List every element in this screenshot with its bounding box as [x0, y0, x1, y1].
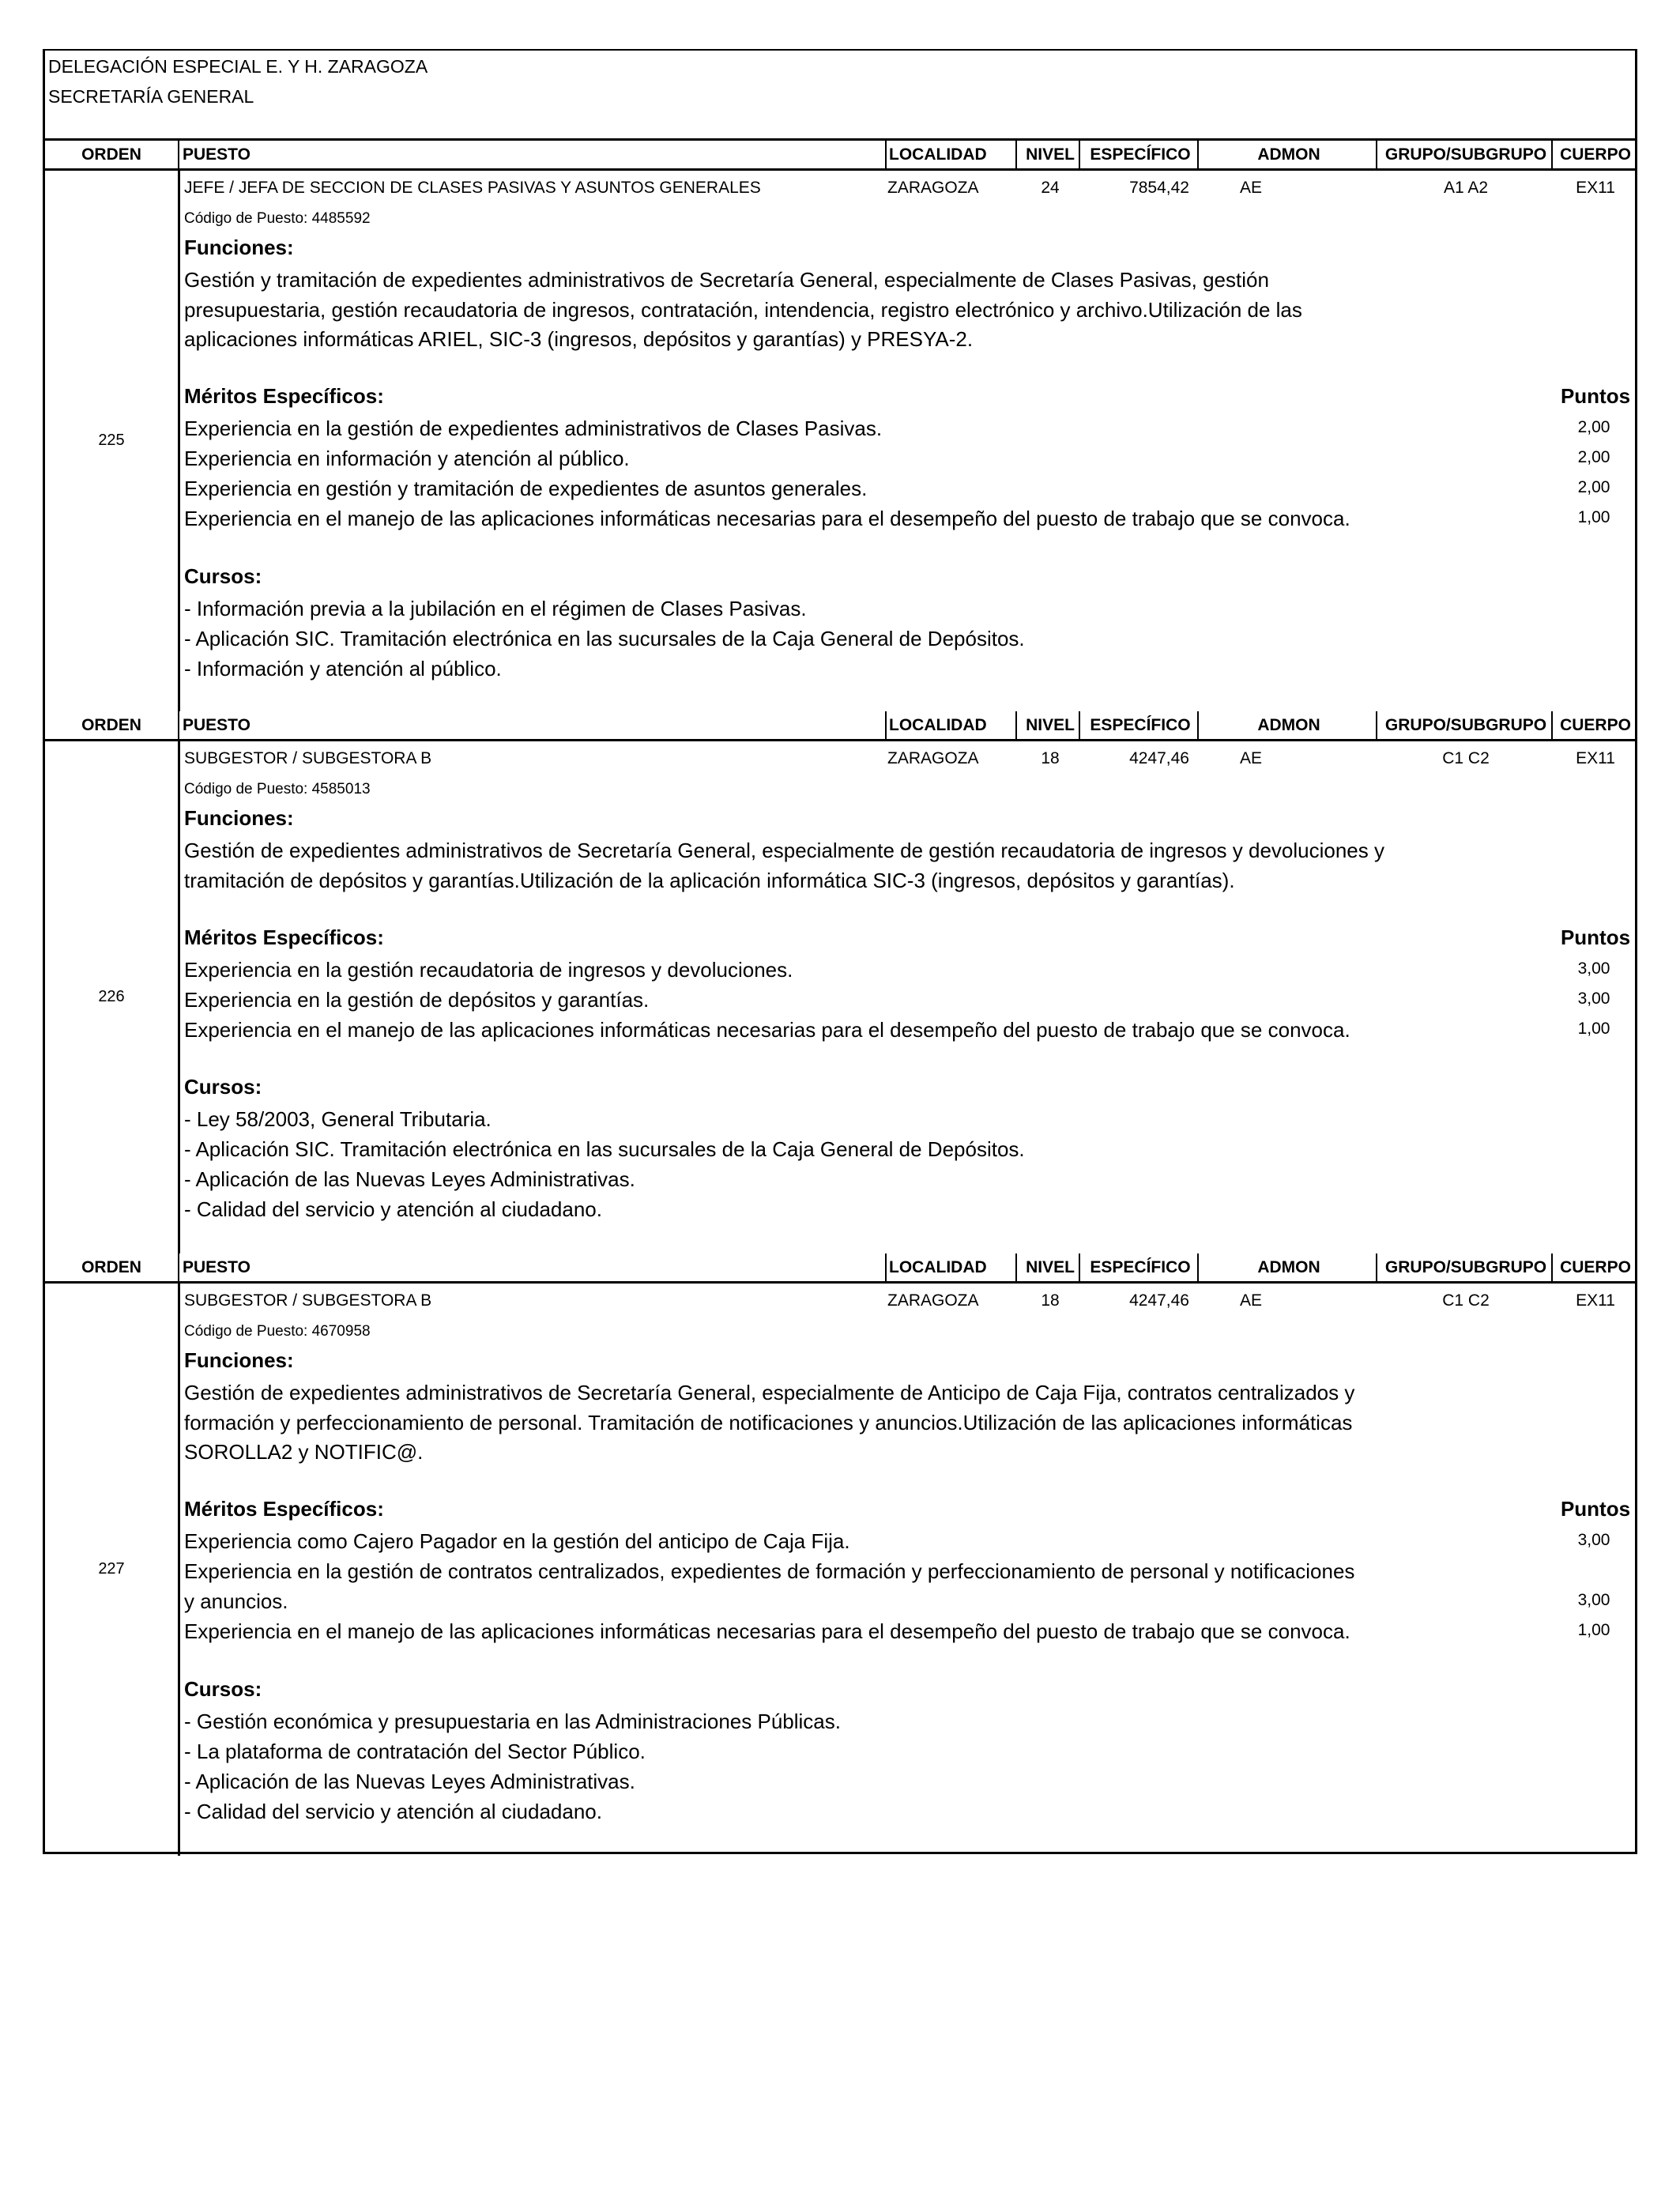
column-divider [1015, 1253, 1017, 1281]
column-header-localidad: LOCALIDAD [889, 1258, 987, 1276]
codigo-puesto: Código de Puesto: 4585013 [184, 781, 371, 797]
curso-line: - Aplicación SIC. Tramitación electrónica en las sucursales de la Caja General de Depósitos. [184, 1137, 1025, 1161]
column-header-orden: ORDEN [81, 145, 141, 164]
nivel-value: 24 [1041, 179, 1060, 197]
curso-line: - Aplicación de las Nuevas Leyes Administrativas. [184, 1167, 635, 1191]
merito-line: Experiencia en el manejo de las aplicaciones informáticas necesarias para el desempeño del puesto de trabajo que se convoca. [184, 507, 1350, 530]
column-header-admon: ADMON [1257, 716, 1320, 734]
position-block [45, 141, 1635, 711]
column-header-localidad: LOCALIDAD [889, 716, 987, 734]
column-divider [1197, 1253, 1199, 1281]
funciones-line: SOROLLA2 y NOTIFIC@. [184, 1440, 424, 1464]
cursos-title: Cursos: [184, 564, 262, 588]
grupo-value: C1 C2 [1442, 1291, 1490, 1310]
funciones-title: Funciones: [184, 806, 294, 830]
column-divider [1079, 141, 1080, 168]
curso-line: - Ley 58/2003, General Tributaria. [184, 1107, 492, 1131]
column-divider [1551, 1253, 1553, 1281]
curso-line: - Aplicación de las Nuevas Leyes Administrativas. [184, 1769, 635, 1793]
merito-puntos: 3,00 [1577, 959, 1610, 978]
column-header-grupo: GRUPO/SUBGRUPO [1384, 1258, 1547, 1276]
especifico-value: 4247,46 [1129, 1291, 1189, 1310]
column-header-nivel: NIVEL [1026, 716, 1075, 734]
column-divider [178, 711, 179, 739]
column-header-row [45, 711, 1635, 741]
funciones-line: formación y perfeccionamiento de personal. Tramitación de notificaciones y anuncios.Utilización de las aplicaciones informáticas [184, 1410, 1353, 1434]
column-header-admon: ADMON [1257, 145, 1320, 164]
column-header-especifico: ESPECÍFICO [1090, 716, 1191, 734]
merito-puntos: 2,00 [1577, 478, 1610, 496]
orden-number: 227 [98, 1560, 125, 1578]
column-divider [1376, 1253, 1377, 1281]
puesto-title: SUBGESTOR / SUBGESTORA B [184, 749, 432, 767]
codigo-puesto: Código de Puesto: 4485592 [184, 210, 371, 227]
meritos-title: Méritos Específicos: [184, 1497, 384, 1521]
merito-puntos: 2,00 [1577, 448, 1610, 466]
column-header-cuerpo: CUERPO [1560, 1258, 1631, 1276]
merito-line: Experiencia en información y atención al público. [184, 447, 630, 470]
especifico-value: 7854,42 [1129, 179, 1189, 197]
curso-line: - Gestión económica y presupuestaria en las Administraciones Públicas. [184, 1709, 841, 1733]
orden-number: 226 [98, 988, 125, 1005]
column-header-row [45, 1253, 1635, 1284]
cursos-title: Cursos: [184, 1075, 262, 1099]
curso-line: - Aplicación SIC. Tramitación electrónica en las sucursales de la Caja General de Depósitos. [184, 626, 1025, 650]
funciones-line: Gestión y tramitación de expedientes administrativos de Secretaría General, especialmente de Clases Pasivas, gestión [184, 268, 1269, 292]
curso-line: - Calidad del servicio y atención al ciudadano. [184, 1197, 602, 1221]
column-header-puesto: PUESTO [183, 145, 250, 164]
column-header-nivel: NIVEL [1026, 1258, 1075, 1276]
nivel-value: 18 [1041, 1291, 1060, 1310]
column-header-localidad: LOCALIDAD [889, 145, 987, 164]
column-divider [1015, 141, 1017, 168]
nivel-value: 18 [1041, 749, 1060, 767]
cuerpo-value: EX11 [1576, 1291, 1615, 1310]
curso-line: - Información previa a la jubilación en el régimen de Clases Pasivas. [184, 596, 807, 620]
localidad-value: ZARAGOZA [887, 1291, 979, 1310]
org-line-2: SECRETARÍA GENERAL [48, 86, 254, 107]
merito-puntos: 2,00 [1577, 418, 1610, 436]
puesto-title: JEFE / JEFA DE SECCION DE CLASES PASIVAS Y ASUNTOS GENERALES [184, 179, 761, 197]
merito-line: Experiencia en el manejo de las aplicaciones informáticas necesarias para el desempeño del puesto de trabajo que se convoca. [184, 1017, 1350, 1042]
merito-puntos: 1,00 [1577, 1621, 1610, 1639]
grupo-value: C1 C2 [1442, 749, 1490, 767]
merito-line: Experiencia en la gestión de contratos centralizados, expedientes de formación y perfeccionamiento de personal y notificaciones [184, 1559, 1355, 1583]
orden-number: 225 [98, 432, 125, 449]
merito-puntos: 3,00 [1577, 989, 1610, 1008]
merito-line: Experiencia en la gestión de expedientes administrativos de Clases Pasivas. [184, 417, 883, 440]
puntos-header: Puntos [1560, 384, 1631, 408]
org-header [45, 51, 1635, 141]
puntos-header: Puntos [1560, 925, 1631, 949]
codigo-puesto: Código de Puesto: 4670958 [184, 1323, 371, 1340]
column-header-puesto: PUESTO [183, 716, 250, 734]
localidad-value: ZARAGOZA [887, 749, 979, 767]
merito-line: Experiencia en la gestión de depósitos y garantías. [184, 987, 650, 1012]
merito-line: y anuncios. [184, 1589, 288, 1613]
merito-puntos: 1,00 [1577, 508, 1610, 526]
cuerpo-value: EX11 [1576, 179, 1615, 197]
funciones-line: presupuestaria, gestión recaudatoria de ingresos, contratación, intendencia, registro electrónico y archivo.Utilización de las [184, 297, 1302, 322]
column-header-especifico: ESPECÍFICO [1090, 1258, 1191, 1276]
merito-line: Experiencia en gestión y tramitación de expedientes de asuntos generales. [184, 477, 868, 500]
orden-divider [178, 1284, 180, 1856]
column-divider [885, 1253, 887, 1281]
funciones-line: tramitación de depósitos y garantías.Utilización de la aplicación informática SIC-3 (ingresos, depósitos y garantías). [184, 868, 1235, 892]
merito-puntos: 3,00 [1577, 1591, 1610, 1609]
column-header-admon: ADMON [1257, 1258, 1320, 1276]
merito-line: Experiencia en la gestión recaudatoria de ingresos y devoluciones. [184, 957, 793, 982]
funciones-line: Gestión de expedientes administrativos de Secretaría General, especialmente de Anticipo de Caja Fija, contratos centralizados y [184, 1381, 1355, 1404]
curso-line: - Información y atención al público. [184, 656, 502, 680]
column-divider [1551, 711, 1553, 739]
puesto-title: SUBGESTOR / SUBGESTORA B [184, 1291, 432, 1310]
admon-value: AE [1239, 179, 1262, 197]
org-line-1: DELEGACIÓN ESPECIAL E. Y H. ZARAGOZA [48, 56, 428, 77]
column-divider [1015, 711, 1017, 739]
admon-value: AE [1239, 749, 1262, 767]
column-divider [1376, 711, 1377, 739]
funciones-title: Funciones: [184, 1348, 294, 1372]
merito-line: Experiencia en el manejo de las aplicaciones informáticas necesarias para el desempeño del puesto de trabajo que se convoca. [184, 1619, 1350, 1643]
curso-line: - Calidad del servicio y atención al ciudadano. [184, 1799, 602, 1823]
position-block [45, 1253, 1635, 1856]
localidad-value: ZARAGOZA [887, 179, 979, 197]
column-divider [885, 711, 887, 739]
column-header-row [45, 141, 1635, 171]
funciones-line: aplicaciones informáticas ARIEL, SIC-3 (ingresos, depósitos y garantías) y PRESYA-2. [184, 327, 974, 351]
column-header-grupo: GRUPO/SUBGRUPO [1384, 145, 1547, 164]
column-header-nivel: NIVEL [1026, 145, 1075, 164]
column-divider [885, 141, 887, 168]
column-divider [1079, 1253, 1080, 1281]
column-divider [1079, 711, 1080, 739]
column-divider [1197, 141, 1199, 168]
meritos-title: Méritos Específicos: [184, 384, 384, 408]
column-header-cuerpo: CUERPO [1560, 145, 1631, 164]
cuerpo-value: EX11 [1576, 749, 1615, 767]
especifico-value: 4247,46 [1129, 749, 1189, 767]
column-divider [178, 141, 179, 168]
column-header-puesto: PUESTO [183, 1258, 250, 1276]
merito-puntos: 1,00 [1577, 1019, 1610, 1038]
column-divider [1551, 141, 1553, 168]
column-header-grupo: GRUPO/SUBGRUPO [1384, 716, 1547, 734]
puntos-header: Puntos [1560, 1497, 1631, 1521]
column-header-orden: ORDEN [81, 716, 141, 734]
grupo-value: A1 A2 [1443, 179, 1489, 197]
column-header-especifico: ESPECÍFICO [1090, 145, 1191, 164]
position-block [45, 711, 1635, 1253]
merito-puntos: 3,00 [1577, 1531, 1610, 1549]
curso-line: - La plataforma de contratación del Sector Público. [184, 1739, 646, 1763]
column-divider [1197, 711, 1199, 739]
column-divider [178, 1253, 179, 1281]
orden-divider [178, 741, 180, 1253]
funciones-line: Gestión de expedientes administrativos de Secretaría General, especialmente de gestión recaudatoria de ingresos y devoluciones y [184, 839, 1384, 862]
funciones-title: Funciones: [184, 236, 294, 259]
column-header-cuerpo: CUERPO [1560, 716, 1631, 734]
column-divider [1376, 141, 1377, 168]
merito-line: Experiencia como Cajero Pagador en la gestión del anticipo de Caja Fija. [184, 1529, 850, 1553]
cursos-title: Cursos: [184, 1676, 262, 1701]
meritos-title: Méritos Específicos: [184, 925, 384, 949]
document-sheet [43, 49, 1637, 1854]
orden-divider [178, 171, 180, 711]
column-header-orden: ORDEN [81, 1258, 141, 1276]
admon-value: AE [1239, 1291, 1262, 1310]
